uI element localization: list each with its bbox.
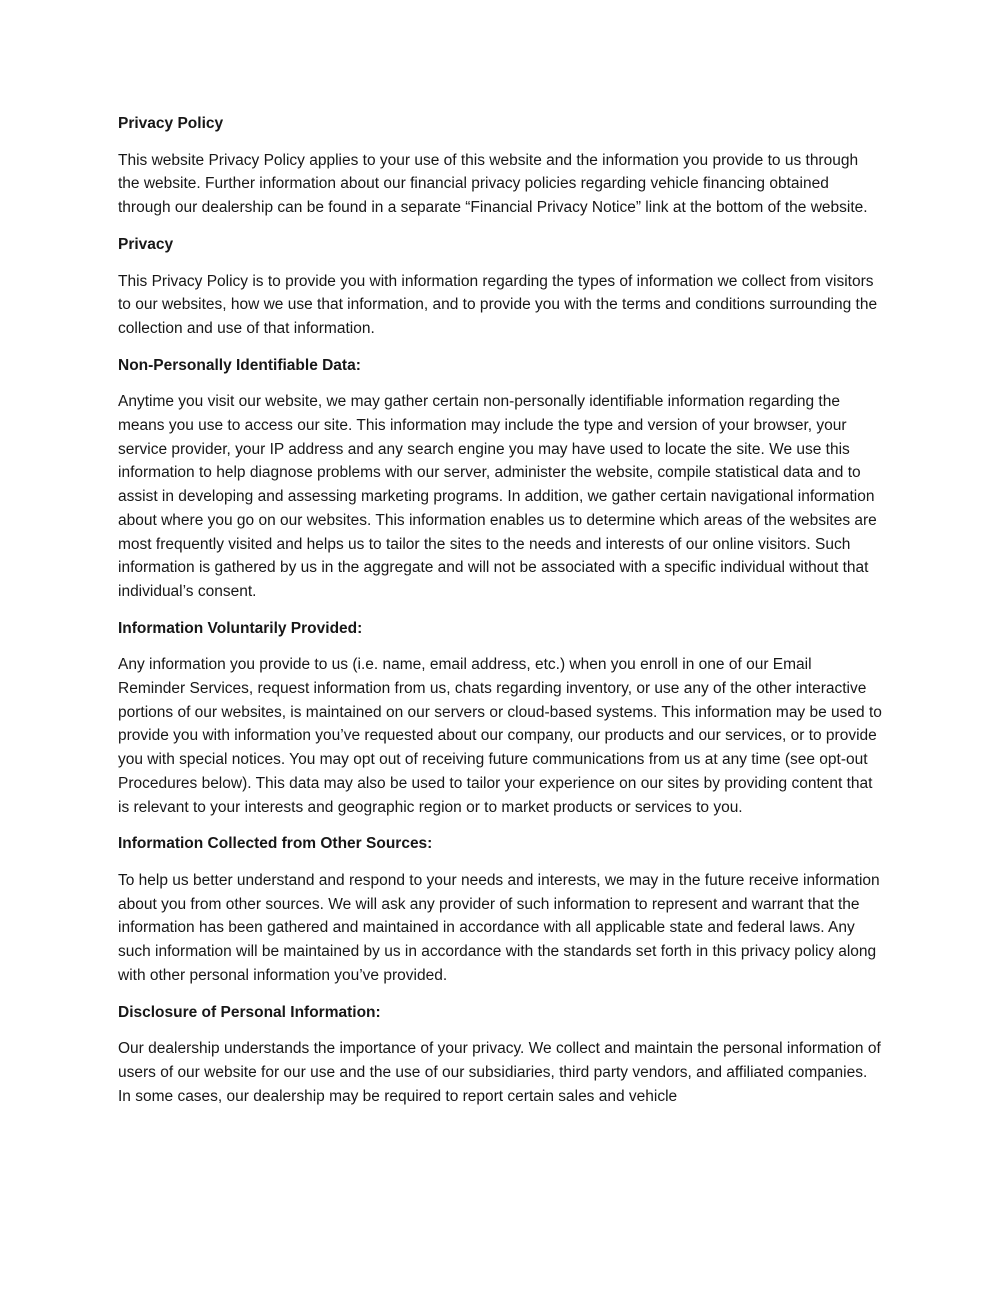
section-paragraph: This website Privacy Policy applies to your use of this website and the information you provide to us through the website. Further information about our financial privacy policies regarding vehicle financing obtained through our dealership can be found in a separate “Financial Privacy Notice” link at the bottom of the website.: [118, 151, 868, 217]
section-heading-information-voluntarily-provided: Information Voluntarily Provided:: [118, 619, 363, 637]
section-heading-privacy: Privacy: [118, 235, 174, 253]
section-heading-non-personally-identifiable-data: Non-Personally Identifiable Data:: [118, 356, 361, 374]
section-heading-information-collected-from-other-sources: Information Collected from Other Sources:: [118, 835, 433, 853]
section-paragraph: Our dealership understands the importance of your privacy. We collect and maintain the personal information of users of our website for our use and the use of our subsidiaries, third party vendors, and affiliated companies. In some cases, our dealership may be required to report certain sales and vehicle: [118, 1040, 881, 1105]
section-paragraph: To help us better understand and respond to your needs and interests, we may in the future receive information about you from other sources. We will ask any provider of such information to represent and warrant that the information has been gathered and maintained in accordance with all applicable state and federal laws. Any such information will be maintained by us in accordance with the standards set forth in this privacy policy along with other personal information you’ve provided.: [118, 871, 880, 984]
section-paragraph: Any information you provide to us (i.e. name, email address, etc.) when you enroll in one of our Email Reminder Services, request information from us, chats regarding inventory, or use any of the other interactive portions of our websites, is maintained on our servers or cloud-based systems. This information may be used to provide you with information you’ve requested about our company, our products and our services, or to provide you with special notices. You may opt out of receiving future communications from us at any time (see opt-out Procedures below). This data may also be used to tailor your experience on our sites by providing content that is relevant to your interests and geographic region or to market products or services to you.: [118, 656, 882, 816]
section-paragraph: Anytime you visit our website, we may gather certain non-personally identifiable information regarding the means you use to access our site. This information may include the type and version of your browser, your service provider, your IP address and any search engine you may have used to locate the site. We use this information to help diagnose problems with our server, administer the website, compile statistical data and to assist in developing and assessing marketing programs. In addition, we gather certain navigational information about where you go on our websites. This information enables us to determine which areas of the websites are most frequently visited and helps us to tailor the sites to the needs and interests of our online visitors. Such information is gathered by us in the aggregate and will not be associated with a specific individual without that individual’s consent.: [118, 393, 877, 600]
page-title: Privacy Policy: [118, 115, 224, 132]
section-paragraph: This Privacy Policy is to provide you with information regarding the types of information we collect from visitors to our websites, how we use that information, and to provide you with the terms and conditions surrounding the collection and use of that information.: [118, 272, 878, 337]
section-heading-disclosure-of-personal-information: Disclosure of Personal Information:: [118, 1003, 381, 1021]
